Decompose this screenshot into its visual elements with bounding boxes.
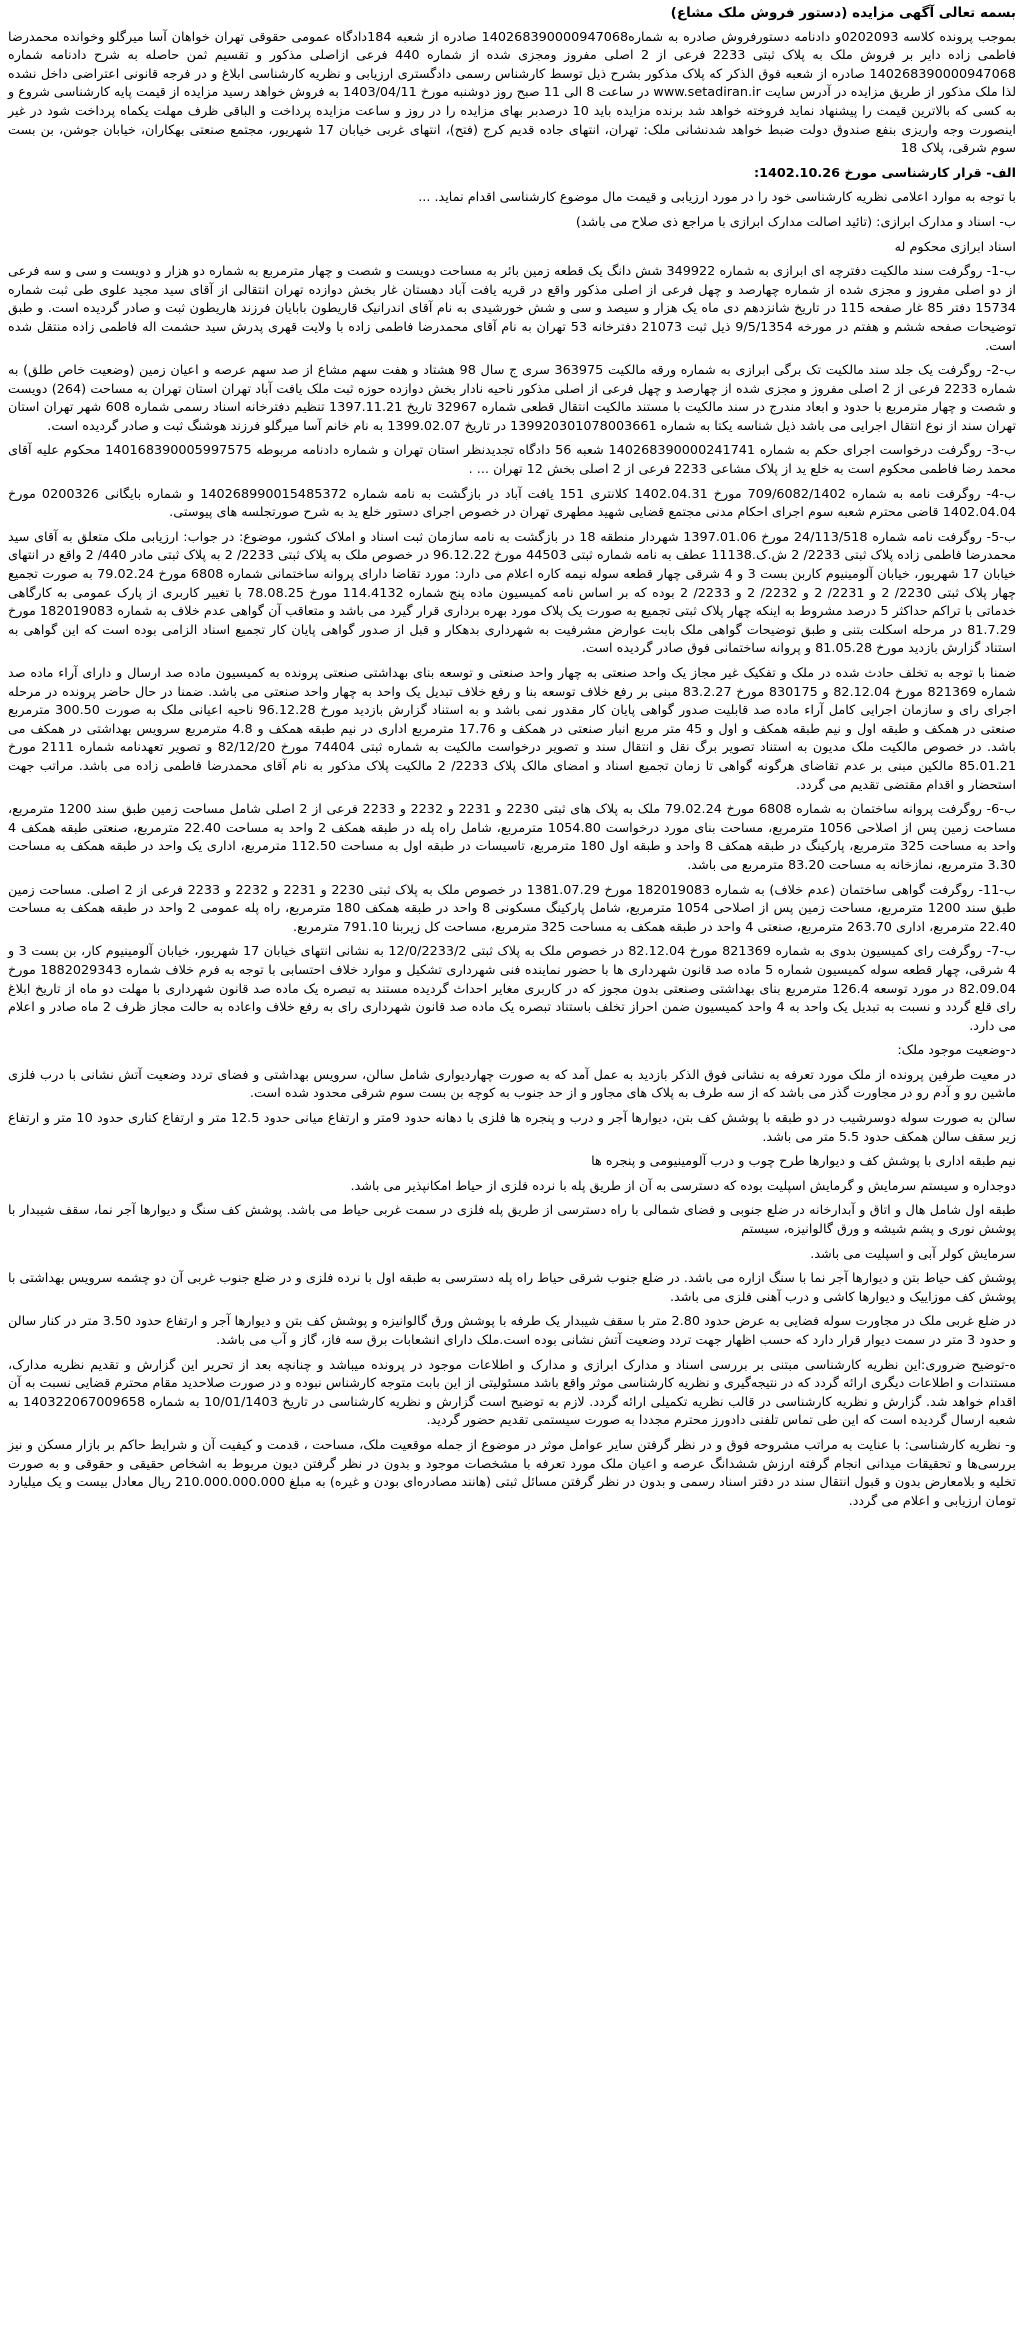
document-item: ب-3- روگرفت درخواست اجرای حکم به شماره 140268390000241741 شعبه 56 دادگاه تجدیدنظر استان تهران و شماره دادنامه مربوطه 140168390005997575 محکوم علیه آقای محمد رضا فاطمی محکوم است به خلع ید از پلاک مشاعی 2233 فرعی از 2 اصلی بخش 12 تهران ... . <box>8 443 1017 478</box>
situation-paragraph: در معیت طرفین پرونده از ملک مورد تعرفه به نشانی فوق الذکر بازدید به عمل آمد که به صورت چهاردیواری شامل سالن، سرویس بهداشتی و فضای تردد وضعیت آتش نشانی با درب فلزی ماشین رو و آدم رو در مجاورت گذر می باشد که از سه طرف به پلاک های مجاور و از حد جنوب به کوچه بن بست سوم شرقی محدود شده است. <box>8 1067 1016 1102</box>
section-a-body: با توجه به موارد اعلامی نظریه کارشناسی خود را در مورد ارزیابی و قیمت مال موضوع کارشناسی اقدام نماید. ... <box>418 190 1016 206</box>
opinion-title: و- نظریه کارشناسی: <box>904 1437 1016 1453</box>
opinion-body: با عنایت به مراتب مشروحه فوق و در نظر گرفتن سایر عوامل موثر در موضوع از جمله موقعیت ملک، مساحت ، قدمت و کیفیت آن و شرایط حاکم بر بازار مسکن و نیز بررسی‌ها و تحقیقات میدانی انجام گرفته ارزش ششدانگ عرصه و اعیان ملک مورد تعرفه با مشخصات موجود و بدون در نظر گرفتن دیون مربوط به اشخاص حقیقی و حقوقی و به صورت تخلیه و بلامعارض بدون و قبول انتقال سند در دفتر اسناد رسمی و بدون در نظر گرفتن مسائل ثبتی (هانند مصادره‌ای بودن و غیره) به مبلغ 210.000.000.000 ریال معادل بیست و یک میلیارد تومان ارزیابی و اعلام می گردد. <box>8 1437 1016 1509</box>
document-item: ب-5- روگرفت نامه شماره 24/113/518 مورخ 1397.01.06 شهردار منطقه 18 در بازگشت به نامه سازمان ثبت اسناد و املاک کشور، موضوع: در جواب: ارزیابی ملک متعلق به آقای سید محمدرضا فاطمی زاده پلاک ثبتی 2233/ 2 ش.ک.11138 عطف به نامه شماره ثبتی 44503 مورخ 96.12.22 در خصوص ملک به پلاک ثبتی 2233/ 2 به پلاک ثبتی مادر 440/ 2 واقع در انتهای خیابان 17 شهریور، خیابان آلومینیوم کاربن بست 3 و 4 شرقی چهار قطعه سوله نیمه کاره اعلام می دارد: مورد تقاضا دارای پروانه ساختمانی شماره 6808 مورخ 79.02.24 به صورت تجمیع چهار پلاک ثبتی 2230/ 2 و 2231/ 2 و 2232/ 2 و 2233/ 2 بوده که بر اساس نامه کمیسیون ماده پنج شماره 114.4132 مورخ 78.08.25 با تغییر کاربری از پارک عمومی به کارگاهی خدماتی با تراکم حداکثر 5 درصد مشروط به اینکه چهار پلاک ثبتی تجمیع به صورت یک پلاک مورد بهره برداری قرار گیرد می باشد و متعاقب آن گواهی عدم خلاف به شماره 182019083 مورخ 81.7.29 در مرحله اسکلت بتنی و طبق توضیحات گواهی ملک بابت عوارض مشرفیت به شهرداری بدهکار و قبل از صدور گواهی پایان کار تجمیع اسناد الزامی بوده است که این گواهی به استناد گزارش بازدید مورخ 81.05.28 و پروانه ساختمانی فوق صادر گردیده است. <box>8 529 1017 657</box>
document-item: ب-2- روگرفت یک جلد سند مالکیت تک برگی ابرازی به شماره ورقه مالکیت 363975 سری ج سال 98 هشتاد و هفت سهم مشاع از صد سهم عرصه و اعیان زمین (وضعیت خاص طلق) به شماره 2233 فرعی از 2 اصلی مفروز و مجزی شده از چهارصد و چهل فرعی از اصلی مذکور ناحیه نادار بخش دوازده حوزه ثبت ملک یافت آباد تهران استان تهران به مساحت (264) دویست و شصت و چهار مترمربع با حدود و ابعاد مندرج در سند مالکیت با مستند مالکیت انتقال قطعی شماره 32967 تاریخ 1397.11.21 تنظیم دفترخانه اسناد رسمی شماره 608 شهر تهران استان تهران سند از نوع انتقال اجرایی می باشد ذیل شناسه یکتا به شماره 139920301078003661 در تاریخ 1399.02.07 به نام خانم آسا میرگلو فرزند هوشنگ ثبت و صادر گردیده است. <box>8 363 1016 434</box>
situation-paragraph: دوجداره و سیستم سرمایش و گرمایش اسپلیت بوده که دسترسی به آن از طریق پله با نرده فلزی از حیاط امکانپذیر می باشد. <box>350 1178 1016 1194</box>
section-a-title: الف- قرار کارشناسی مورخ 1402.10.26: <box>753 165 1016 181</box>
document-item: ب-6- روگرفت پروانه ساختمان به شماره 6808 مورخ 79.02.24 ملک به پلاک های ثبتی 2230 و 2231 و 2232 و 2233 فرعی از 2 اصلی شامل مساحت زمین طبق سند 1200 مترمربع، مساحت زمین پس از اصلاحی 1056 مترمربع، مساحت بنای مورد درخواست 1054.80 مترمربع، شامل راه پله در طبقه همکف 2 واحد به مساحت 22.40 مترمربع، صنعتی طبقه همکف 4 واحد به مساحت 325 مترمربع، پارکینگ در طبقه همکف 8 واحد و طبقه اول 180 مترمربع، تاسیسات در طبقه اول به مساحت 112.50 مترمربع، اداری یک واحد در طبقه همکف به مساحت 3.30 مترمربع، نمازخانه به مساحت 83.20 مترمربع می باشد. <box>8 802 1017 873</box>
document-item: ب-1- روگرفت سند مالکیت دفترچه ای ابرازی به شماره 349922 شش دانگ یک قطعه زمین بائر به مساحت دویست و شصت و چهار مترمربع به شماره دو هزار و دویست و سی و سه فرعی از دو اصلی مفروز و مجزی شده از شماره چهارصد و چهل فرعی از اصلی مذکور واقع در قریه یافت آباد دهستان غار بخش دوازده تهران انتقالی از آقای سید مجید علوی طی ثبت شماره 15734 دفتر 85 غار صفحه 115 در تاریخ شانزدهم دی ماه یک هزار و سیصد و سی و شش خورشیدی به نام آقای اندرانیک قاریطون بابایان فرزند هاریطون ثبت و صادر گردیده است. و طبق توضیحات صفحه ششم و هفتم در مورخه 9/5/1354 ذیل ثبت 21073 دفترخانه 53 تهران به نام آقای محمدرضا فاطمی زاده با ولایت قهری پدرش سید حشمت اله فاطمی زاده منتقل شده است. <box>8 264 1017 354</box>
situation-paragraph: در ضلع غربی ملک در مجاورت سوله فضایی به عرض حدود 2.80 متر با سقف شیبدار یک طرفه با پوشش ورق گالوانیزه و پوشش کف بتن و دیوارها آجر و ارتفاع حدود 3.50 متر در کنار سالن و حدود 3 متر در سمت دیوار قرار دارد که حسب اظهار جهت تردد وضعیت آتش نشانی بوده است.ملک دارای انشعابات برق سه فاز، گاز و آب می باشد. <box>8 1314 1016 1348</box>
situation-paragraph: طبقه اول شامل هال و اتاق و آبدارخانه در ضلع جنوبی و فضای شمالی با راه دسترسی از طریق پله فلزی در سمت غربی حیاط می باشد. پوشش کف سنگ و دیوارها آجر نما، سقف شیبدار با پوشش نوری و پشم شیشه و ورق گالوانیزه، سیستم <box>8 1203 1016 1238</box>
notice-title: بسمه تعالی آگهی مزایده (دستور فروش ملک مشاع) <box>670 5 1016 21</box>
opinion-paragraph <box>8 1437 1016 1511</box>
document-item: ب-11- روگرفت گواهی ساختمان (عدم خلاف) به شماره 182019083 مورخ 1381.07.29 در خصوص ملک به پلاک ثبتی 2230 و 2231 و 2232 و 2233 فرعی از 2 اصلی. مساحت زمین طبق سند 1200 مترمربع، مساحت زمین پس از اصلاحی 1054 مترمربع، شامل پارکینگ مسکونی 8 واحد در طبقه همکف 180 مترمربع، راه پله عمومی 2 واحد در طبقه همکف به مساحت 22.40 مترمربع، اداری 263.70 مترمربع، صنعتی 4 واحد در طبقه همکف به مساحت 325 مترمربع، مساحت کل زیربنا 791.10 مترمربع. <box>8 882 1016 935</box>
notice-intro: بموجب پرونده کلاسه 0202093و دادنامه دستورفروش صادره به شماره140268390000947068 صادره از شعبه 184دادگاه عمومی حقوقی تهران خواهان آسا میرگلو وخوانده محمدرضا فاطمی زاده دایر بر فروش ملک به پلاک ثبتی 2233 فرعی از 2 اصلی مفروز ومجزی شده از شماره 440 فرعی ازاصلی مذکور و تقسیم ثمن حاصله به شرح دادنامه شماره 140268390000947068 صادره از شعبه فوق الذکر که پلاک مذکور بشرح ذیل توسط کارشناس رسمی دادگستری ارزیابی و نظریه کارشناسی ابلاغ و در فرجه قانونی اعتراضی داخل نشده لذا ملک مذکور از طریق مزایده در آدرس سایت www.setadiran.ir در ساعت 8 الی 11 صبح روز دوشنبه مورخ 1403/04/11 به فروش خواهد رسید مزایده از قیمت پایه کارشناسی شروع و به کسی که بالاترین قیمت را پیشنهاد نماید فروخته خواهد شد برنده مزایده باید 10 درصدبر بهای مزایده را در روز و ساعت مزایده پرداخت و الباقی ظرف مهلت یکماه پرداخت شود در غیر اینصورت وجه واریزی بنفع صندوق دولت ضبط خواهد شدنشانی ملک: تهران، انتهای جاده قدیم کرج (فتح)، انتهای غربی خیابان 17 شهریور، مجتمع صنعتی بهکاران، خیابان جوشن، بن بست سوم شرقی، پلاک 18 <box>8 29 1017 157</box>
document-item: ضمنا با توجه به تخلف حادث شده در ملک و تفکیک غیر مجاز یک واحد صنعتی به چهار واحد صنعتی و توسعه بنای بهداشتی صنعتی پرونده به کمیسیون ماده صد ارسال و دارای آراء ماده صد شماره 821369 مورخ 82.12.04 و 830175 مورخ 83.2.27 مبنی بر رفع خلاف توسعه بنا و رفع خلاف تبدیل یک واحد به چهار واحد صنعتی می باشد. ضمنا در حال حاضر پرونده در مرحله اجرای رای و سازمان اجرایی کامل آراء ماده صد قابلیت صدور گواهی پایان کار مقدور نمی باشد و به استناد گزارش بازدید مورخ 96.12.28 ناحیه اعیانی ملک به صورت 300.50 مترمربع صنعتی در همکف و طبقه اول و نیم طبقه همکف و اول و 45 متر مربع انبار صنعتی در همکف و 17.76 مترمربع اداری در نیم طبقه همکف و 4.8 مترمربع سرویس بهداشتی در همکف می باشد. در خصوص مالکیت ملک مدیون به استناد تصویر برگ نقل و انتقال سند و تصویر درخواست مالکیت به شماره ثبتی 74404 مورخ 82/12/20 و تصویر تعهدنامه شماره 2111 مورخ 85.01.21 مالکین مبنی بر عدم تقاضای هرگونه گواهی تا زمان تجمیع اسناد و امضای مالک پلاک 2233/ 2 مالکیت پلاک مذکور به نام آقای محمدرضا فاطمی زاده می باشد. مراتب جهت استحضار و اقدام مقتضی تقدیم می گردد. <box>8 666 1017 793</box>
document-item: ب-7- روگرفت رای کمیسیون بدوی به شماره 821369 مورخ 82.12.04 در خصوص ملک به پلاک ثبتی 12/0/2233/2 به نشانی انتهای خیابان 17 شهریور، خیابان آلومینیوم کار، بن بست 3 و 4 شرقی، چهار قطعه سوله کمیسیون شماره 5 ماده صد قانون شهرداری ها با حضور نماینده فنی شهرداری تشکیل و موارد خلاف احتسابی با توجه به فرم خلاف شماره 1882029343 مورخ 82.09.04 در مورد توسعه 126.4 مترمربع بنای بهداشتی وصنعتی بدون مجوز که در کاربری مغایر احداث گردیده مستند به تبصره یک ماده صد قانون شهرداری با مهلت دو ماه از تاریخ ابلاغ رای قلع گردد و نسبت به تبدیل یک واحد به 4 واحد کمیسیون ضمن احراز تخلف باستناد تبصره یک ماده صد قانون شهرداری رای به رفع خلاف واعاده به حالت مجاز ظرف 2 ماه صادر و اعلام می دارد. <box>8 944 1017 1034</box>
notes-body: این نظریه کارشناسی مبتنی بر بررسی اسناد و مدارک ابرازی و مدارک و اطلاعات موجود در پرونده میباشد و چنانچه بعد از تحریر این گزارش و تقدیم نظریه مدارک، مستندات و اطلاعات دیگری ارائه گردد که در نتیجه‌گیری و نظریه کارشناسی موثر واقع باشد مسئولیتی از این بابت متوجه کارشناس نبوده و در صورت صلاحدید مقام محترم قضایی نسبت به آن اقدام خواهد شد. گزارش و نظریه کارشناسی در قالب نظریه تکمیلی ارائه گردد. لازم به توضیح است گزارش و نظریه کارشناسی در تاریخ 10/01/1403 به شماره 140322067009658 به شعبه ارسال گردیده است که این طی تماس تلفنی دادورز محترم مجددا به صورت سیستمی تقدیم حضور گردید. <box>8 1357 1017 1429</box>
notes-title: ه-توضیح ضروری: <box>921 1357 1016 1373</box>
section-b-subtitle: اسناد ابرازی محکوم له <box>894 239 1016 255</box>
situation-paragraph: سرمایش کولر آبی و اسپلیت می باشد. <box>810 1246 1016 1262</box>
situation-paragraph: سالن به صورت سوله دوسرشیب در دو طبقه با پوشش کف بتن، دیوارها آجر و درب و پنجره ها فلزی با دهانه حدود 9متر و ارتفاع میانی حدود 12.5 متر و ارتفاع کناری حدود 10 متر و ارتفاع زیر سقف سالن همکف حدود 5.5 متر می باشد. <box>8 1111 1016 1145</box>
document-item: ب-4- روگرفت نامه به شماره 709/6082/1402 مورخ 1402.04.31 کلانتری 151 یافت آباد در بازگشت به نامه شماره 140268990015485372 و شماره بایگانی 0200326 مورخ 1402.04.04 قاضی محترم شعبه سوم اجرای احکام مدنی مجتمع قضایی شهید مطهری تهران در خصوص اجرای دستور خلع ید به شرح صورتجلسه های پیوستی. <box>8 486 1016 521</box>
section-b-title: ب- اسناد و مدارک ابرازی: (تائید اصالت مدارک ابرازی با مراجع ذی صلاح می باشد) <box>575 214 1016 230</box>
notes-paragraph <box>8 1357 1016 1431</box>
situation-paragraph: نیم طبقه اداری با پوشش کف و دیوارها طرح چوب و درب آلومینیومی و پنجره ها <box>591 1154 1016 1170</box>
situation-paragraph: پوشش کف حیاط بتن و دیوارها آجر نما با سنگ ازاره می باشد. در ضلع جنوب شرقی حیاط راه پله دسترسی به طبقه اول با نرده فلزی و در ضلع جنوب غربی آن دو چشمه سرویس بهداشتی با پوشش کف موزاییک و دیوارها کاشی و درب آهنی فلزی می باشد. <box>8 1271 1016 1305</box>
notice-document <box>8 4 1016 1511</box>
situation-title: د-وضعیت موجود ملک: <box>897 1043 1016 1059</box>
